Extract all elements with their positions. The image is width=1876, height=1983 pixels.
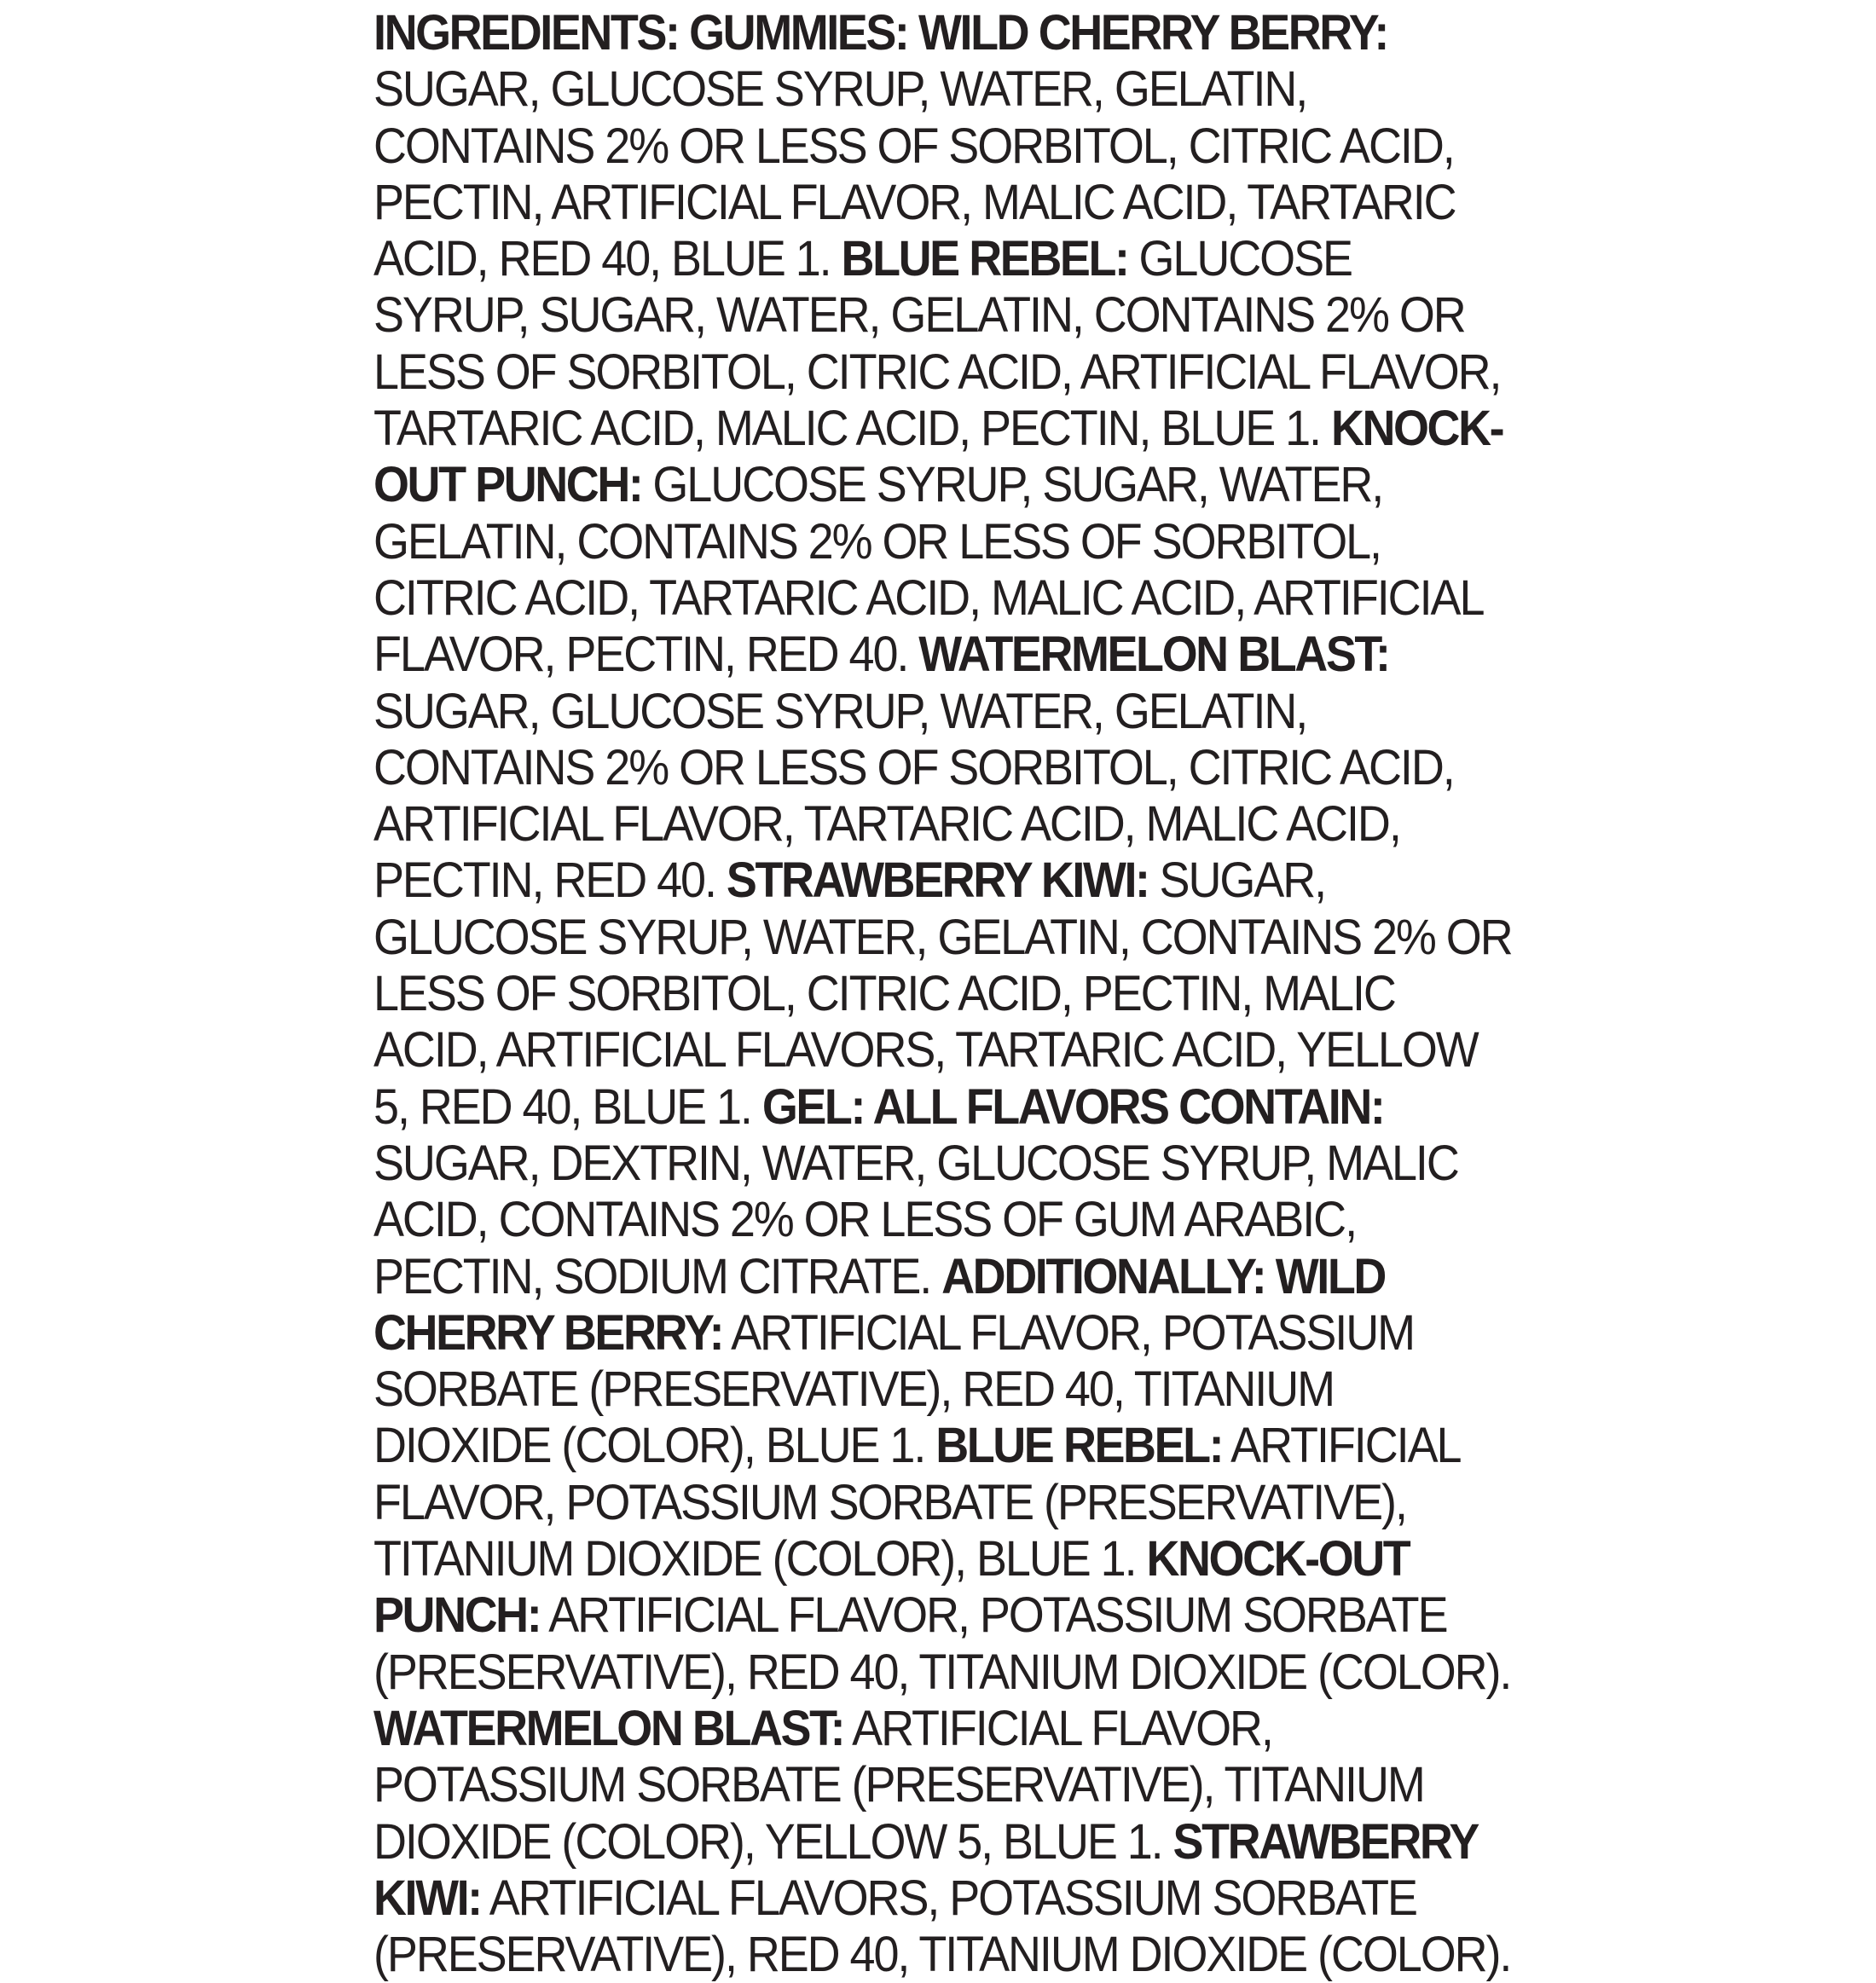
ingredients-panel bbox=[373, 5, 1516, 1983]
section-heading-gummies-strawberry-kiwi: STRAWBERRY KIWI: bbox=[726, 853, 1149, 909]
section-text-gel-knock-out-punch: ARTIFICIAL FLAVOR, POTASSIUM SORBATE (PRESERVATIVE), RED 40, TITANIUM DIOXIDE (COLOR). bbox=[373, 1587, 1511, 1700]
section-text-gel-wild-cherry-berry: ARTIFICIAL FLAVOR, POTASSIUM SORBATE (PRESERVATIVE), RED 40, TITANIUM DIOXIDE (COLOR), BLUE 1. bbox=[373, 1304, 1415, 1474]
section-heading-gel-strawberry-kiwi: STRAWBERRY KIWI: bbox=[373, 1813, 1477, 1926]
section-text-gel-strawberry-kiwi: ARTIFICIAL FLAVORS, POTASSIUM SORBATE (PRESERVATIVE), RED 40, TITANIUM DIOXIDE (COLOR). bbox=[373, 1870, 1511, 1983]
section-heading-gummies-blue-rebel: BLUE REBEL: bbox=[841, 231, 1128, 287]
section-text-gel-all-flavors: SUGAR, DEXTRIN, WATER, GLUCOSE SYRUP, MALIC ACID, CONTAINS 2% OR LESS OF GUM ARABIC, PECTIN, SODIUM CITRATE. bbox=[373, 1135, 1458, 1304]
section-heading-gel-knock-out-punch: KNOCK-OUT PUNCH: bbox=[373, 1531, 1410, 1644]
section-text-gummies-wild-cherry-berry: SUGAR, GLUCOSE SYRUP, WATER, GELATIN, CONTAINS 2% OR LESS OF SORBITOL, CITRIC ACID, PECTIN, ARTIFICIAL FLAVOR, MALIC ACID, TARTARIC ACID, RED 40, BLUE 1. bbox=[373, 61, 1456, 287]
section-heading-gel-wild-cherry-berry: ADDITIONALLY: WILD CHERRY BERRY: bbox=[373, 1248, 1385, 1361]
section-text-gel-watermelon-blast: ARTIFICIAL FLAVOR, POTASSIUM SORBATE (PRESERVATIVE), TITANIUM DIOXIDE (COLOR), YELLOW 5, BLUE 1. bbox=[373, 1700, 1424, 1870]
section-heading-gel-all-flavors: GEL: ALL FLAVORS CONTAIN: bbox=[761, 1078, 1384, 1135]
section-text-gummies-blue-rebel: GLUCOSE SYRUP, SUGAR, WATER, GELATIN, CONTAINS 2% OR LESS OF SORBITOL, CITRIC ACID, ARTIFICIAL FLAVOR, TARTARIC ACID, MALIC ACID, PECTIN, BLUE 1. bbox=[373, 231, 1501, 457]
section-text-gummies-watermelon-blast: SUGAR, GLUCOSE SYRUP, WATER, GELATIN, CONTAINS 2% OR LESS OF SORBITOL, CITRIC ACID, ARTIFICIAL FLAVOR, TARTARIC ACID, MALIC ACID, PECTIN, RED 40. bbox=[373, 683, 1454, 909]
section-text-gummies-strawberry-kiwi: SUGAR, GLUCOSE SYRUP, WATER, GELATIN, CONTAINS 2% OR LESS OF SORBITOL, CITRIC ACID, PECTIN, MALIC ACID, ARTIFICIAL FLAVORS, TARTARIC ACID, YELLOW 5, RED 40, BLUE 1. bbox=[373, 853, 1512, 1135]
section-heading-gummies-watermelon-blast: WATERMELON BLAST: bbox=[918, 627, 1389, 683]
ingredients-paragraph bbox=[373, 5, 1515, 1983]
section-heading-gel-watermelon-blast: WATERMELON BLAST: bbox=[373, 1700, 844, 1756]
section-heading-gummies-wild-cherry-berry: INGREDIENTS: GUMMIES: WILD CHERRY BERRY: bbox=[373, 5, 1387, 61]
section-heading-gummies-knock-out-punch: KNOCK-OUT PUNCH: bbox=[373, 401, 1503, 513]
section-text-gummies-knock-out-punch: GLUCOSE SYRUP, SUGAR, WATER, GELATIN, CONTAINS 2% OR LESS OF SORBITOL, CITRIC ACID, TARTARIC ACID, MALIC ACID, ARTIFICIAL FLAVOR, PECTIN, RED 40. bbox=[373, 457, 1482, 683]
section-text-gel-blue-rebel: ARTIFICIAL FLAVOR, POTASSIUM SORBATE (PRESERVATIVE), TITANIUM DIOXIDE (COLOR), BLUE 1. bbox=[373, 1418, 1459, 1587]
section-heading-gel-blue-rebel: BLUE REBEL: bbox=[935, 1418, 1223, 1474]
